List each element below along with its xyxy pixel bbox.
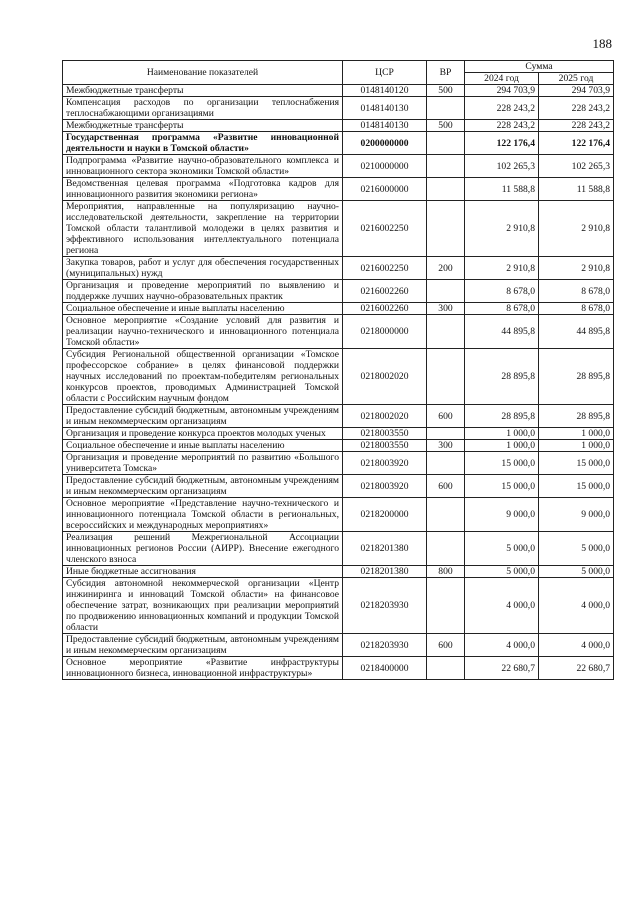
row-csr: 0218203930 bbox=[343, 578, 427, 634]
row-vr bbox=[427, 155, 465, 178]
row-sum-2024: 22 680,7 bbox=[465, 657, 539, 680]
row-sum-2024: 1 000,0 bbox=[465, 428, 539, 440]
table-row bbox=[63, 97, 614, 120]
row-sum-2025: 1 000,0 bbox=[539, 440, 614, 452]
row-name: Закупка товаров, работ и услуг для обеспечения государственных (муниципальных) нужд bbox=[63, 257, 343, 280]
row-sum-2025: 8 678,0 bbox=[539, 303, 614, 315]
row-sum-2025: 294 703,9 bbox=[539, 85, 614, 97]
row-sum-2024: 228 243,2 bbox=[465, 97, 539, 120]
row-sum-2024: 8 678,0 bbox=[465, 303, 539, 315]
row-sum-2025: 102 265,3 bbox=[539, 155, 614, 178]
table-row bbox=[63, 280, 614, 303]
row-sum-2025: 4 000,0 bbox=[539, 578, 614, 634]
row-name: Компенсация расходов по организации теплоснабжения теплоснабжающими организациями bbox=[63, 97, 343, 120]
row-csr: 0200000000 bbox=[343, 132, 427, 155]
row-sum-2024: 8 678,0 bbox=[465, 280, 539, 303]
row-sum-2025: 5 000,0 bbox=[539, 532, 614, 566]
row-vr bbox=[427, 201, 465, 257]
row-vr bbox=[427, 315, 465, 349]
row-sum-2025: 22 680,7 bbox=[539, 657, 614, 680]
row-sum-2024: 4 000,0 bbox=[465, 634, 539, 657]
row-csr: 0216002260 bbox=[343, 303, 427, 315]
header-row bbox=[63, 61, 614, 73]
row-name: Реализация решений Межрегиональной Ассоциации инновационных регионов России (АИРР). Внесение ежегодного членского взноса bbox=[63, 532, 343, 566]
row-csr: 0148140130 bbox=[343, 97, 427, 120]
row-csr: 0218203930 bbox=[343, 634, 427, 657]
row-csr: 0218003920 bbox=[343, 475, 427, 498]
row-name: Предоставление субсидий бюджетным, автономным учреждениям и иным некоммерческим организациям bbox=[63, 405, 343, 428]
row-csr: 0218200000 bbox=[343, 498, 427, 532]
row-sum-2024: 44 895,8 bbox=[465, 315, 539, 349]
row-name: Основное мероприятие «Развитие инфраструктуры инновационного бизнеса, инновационной инфраструктуры» bbox=[63, 657, 343, 680]
row-vr bbox=[427, 657, 465, 680]
row-vr bbox=[427, 280, 465, 303]
row-csr: 0216002260 bbox=[343, 280, 427, 303]
row-sum-2024: 5 000,0 bbox=[465, 532, 539, 566]
table-row bbox=[63, 178, 614, 201]
row-name: Социальное обеспечение и иные выплаты населению bbox=[63, 303, 343, 315]
row-vr bbox=[427, 178, 465, 201]
row-name: Социальное обеспечение и иные выплаты населению bbox=[63, 440, 343, 452]
row-vr: 500 bbox=[427, 85, 465, 97]
row-sum-2024: 228 243,2 bbox=[465, 120, 539, 132]
table-row bbox=[63, 257, 614, 280]
table-row bbox=[63, 440, 614, 452]
table-row bbox=[63, 315, 614, 349]
row-sum-2024: 9 000,0 bbox=[465, 498, 539, 532]
row-name: Ведомственная целевая программа «Подготовка кадров для инновационного развития экономики региона» bbox=[63, 178, 343, 201]
row-name: Подпрограмма «Развитие научно-образовательного комплекса и инновационного сектора экономики Томской области» bbox=[63, 155, 343, 178]
row-name: Межбюджетные трансферты bbox=[63, 120, 343, 132]
row-name: Субсидия Региональной общественной организации «Томское профессорское собрание» в целях финансовой поддержки научных исследований по проектам-победителям региональных конкурсов проектов, проводимых Администрацией Томской области с Российским научным фондом bbox=[63, 349, 343, 405]
row-sum-2025: 4 000,0 bbox=[539, 634, 614, 657]
row-sum-2024: 5 000,0 bbox=[465, 566, 539, 578]
table-row bbox=[63, 532, 614, 566]
row-name: Основное мероприятие «Создание условий для развития и реализации научно-технического и инновационного потенциала Томской области» bbox=[63, 315, 343, 349]
row-name: Иные бюджетные ассигнования bbox=[63, 566, 343, 578]
row-vr: 300 bbox=[427, 440, 465, 452]
table-row bbox=[63, 428, 614, 440]
table-row bbox=[63, 634, 614, 657]
header-sum: Сумма bbox=[465, 61, 614, 73]
row-sum-2025: 228 243,2 bbox=[539, 120, 614, 132]
row-sum-2024: 11 588,8 bbox=[465, 178, 539, 201]
row-csr: 0218002020 bbox=[343, 349, 427, 405]
row-vr bbox=[427, 97, 465, 120]
row-name: Организация и проведение мероприятий по выявлению и поддержке лучших научно-образовательных практик bbox=[63, 280, 343, 303]
row-vr bbox=[427, 132, 465, 155]
row-csr: 0218201380 bbox=[343, 566, 427, 578]
header-vr: ВР bbox=[427, 61, 465, 85]
table-row bbox=[63, 85, 614, 97]
table-row bbox=[63, 657, 614, 680]
row-sum-2025: 9 000,0 bbox=[539, 498, 614, 532]
row-name: Государственная программа «Развитие инновационной деятельности и науки в Томской области» bbox=[63, 132, 343, 155]
budget-table bbox=[62, 60, 614, 680]
row-vr: 500 bbox=[427, 120, 465, 132]
row-csr: 0218003550 bbox=[343, 440, 427, 452]
row-vr bbox=[427, 349, 465, 405]
row-csr: 0148140130 bbox=[343, 120, 427, 132]
row-csr: 0218400000 bbox=[343, 657, 427, 680]
row-sum-2024: 122 176,4 bbox=[465, 132, 539, 155]
table-row bbox=[63, 475, 614, 498]
row-vr: 600 bbox=[427, 475, 465, 498]
table-row bbox=[63, 452, 614, 475]
row-name: Межбюджетные трансферты bbox=[63, 85, 343, 97]
table-row bbox=[63, 303, 614, 315]
row-vr bbox=[427, 452, 465, 475]
row-sum-2024: 28 895,8 bbox=[465, 349, 539, 405]
row-name: Основное мероприятие «Представление научно-технического и инновационного потенциала Томской области в региональных, всероссийских и международных мероприятиях» bbox=[63, 498, 343, 532]
row-sum-2024: 102 265,3 bbox=[465, 155, 539, 178]
row-sum-2024: 2 910,8 bbox=[465, 201, 539, 257]
row-name: Предоставление субсидий бюджетным, автономным учреждениям и иным некоммерческим организациям bbox=[63, 634, 343, 657]
row-sum-2025: 28 895,8 bbox=[539, 405, 614, 428]
row-csr: 0218003920 bbox=[343, 452, 427, 475]
row-name: Субсидия автономной некоммерческой организации «Центр инжиниринга и инноваций Томской области» на финансовое обеспечение затрат, возникающих при реализации мероприятий по продвижению инновационных компаний и продукции Томской области bbox=[63, 578, 343, 634]
row-sum-2024: 15 000,0 bbox=[465, 452, 539, 475]
row-sum-2025: 44 895,8 bbox=[539, 315, 614, 349]
row-csr: 0218000000 bbox=[343, 315, 427, 349]
row-vr: 600 bbox=[427, 405, 465, 428]
row-sum-2024: 4 000,0 bbox=[465, 578, 539, 634]
row-vr bbox=[427, 428, 465, 440]
row-sum-2025: 1 000,0 bbox=[539, 428, 614, 440]
row-sum-2025: 2 910,8 bbox=[539, 257, 614, 280]
row-sum-2025: 2 910,8 bbox=[539, 201, 614, 257]
table-row bbox=[63, 132, 614, 155]
table-row bbox=[63, 578, 614, 634]
row-sum-2024: 1 000,0 bbox=[465, 440, 539, 452]
header-2025: 2025 год bbox=[539, 73, 614, 85]
row-sum-2024: 28 895,8 bbox=[465, 405, 539, 428]
row-csr: 0218201380 bbox=[343, 532, 427, 566]
row-sum-2025: 228 243,2 bbox=[539, 97, 614, 120]
row-csr: 0210000000 bbox=[343, 155, 427, 178]
row-sum-2025: 11 588,8 bbox=[539, 178, 614, 201]
row-sum-2025: 15 000,0 bbox=[539, 475, 614, 498]
row-vr bbox=[427, 498, 465, 532]
header-csr: ЦСР bbox=[343, 61, 427, 85]
row-vr: 200 bbox=[427, 257, 465, 280]
row-sum-2025: 5 000,0 bbox=[539, 566, 614, 578]
row-csr: 0216002250 bbox=[343, 257, 427, 280]
row-name: Организация и проведение конкурса проектов молодых ученых bbox=[63, 428, 343, 440]
row-name: Организация и проведение мероприятий по развитию «Большого университета Томска» bbox=[63, 452, 343, 475]
row-csr: 0216002250 bbox=[343, 201, 427, 257]
row-sum-2025: 28 895,8 bbox=[539, 349, 614, 405]
table-row bbox=[63, 498, 614, 532]
row-csr: 0148140120 bbox=[343, 85, 427, 97]
table-row bbox=[63, 349, 614, 405]
header-name: Наименование показателей bbox=[63, 61, 343, 85]
row-vr: 300 bbox=[427, 303, 465, 315]
row-csr: 0216000000 bbox=[343, 178, 427, 201]
row-csr: 0218003550 bbox=[343, 428, 427, 440]
row-name: Мероприятия, направленные на популяризацию научно-исследовательской деятельности, закрепление на территории Томской области талантливой молодежи в целях развития и эффективного использования интеллектуального потенциала региона bbox=[63, 201, 343, 257]
row-csr: 0218002020 bbox=[343, 405, 427, 428]
row-vr: 800 bbox=[427, 566, 465, 578]
row-sum-2024: 294 703,9 bbox=[465, 85, 539, 97]
header-2024: 2024 год bbox=[465, 73, 539, 85]
table-row bbox=[63, 566, 614, 578]
row-vr bbox=[427, 578, 465, 634]
row-sum-2024: 2 910,8 bbox=[465, 257, 539, 280]
page-number: 188 bbox=[592, 36, 612, 51]
table-row bbox=[63, 405, 614, 428]
table-row bbox=[63, 155, 614, 178]
row-vr bbox=[427, 532, 465, 566]
row-vr: 600 bbox=[427, 634, 465, 657]
row-sum-2025: 8 678,0 bbox=[539, 280, 614, 303]
row-name: Предоставление субсидий бюджетным, автономным учреждениям и иным некоммерческим организациям bbox=[63, 475, 343, 498]
table-row bbox=[63, 120, 614, 132]
table-row bbox=[63, 201, 614, 257]
row-sum-2025: 15 000,0 bbox=[539, 452, 614, 475]
row-sum-2025: 122 176,4 bbox=[539, 132, 614, 155]
row-sum-2024: 15 000,0 bbox=[465, 475, 539, 498]
